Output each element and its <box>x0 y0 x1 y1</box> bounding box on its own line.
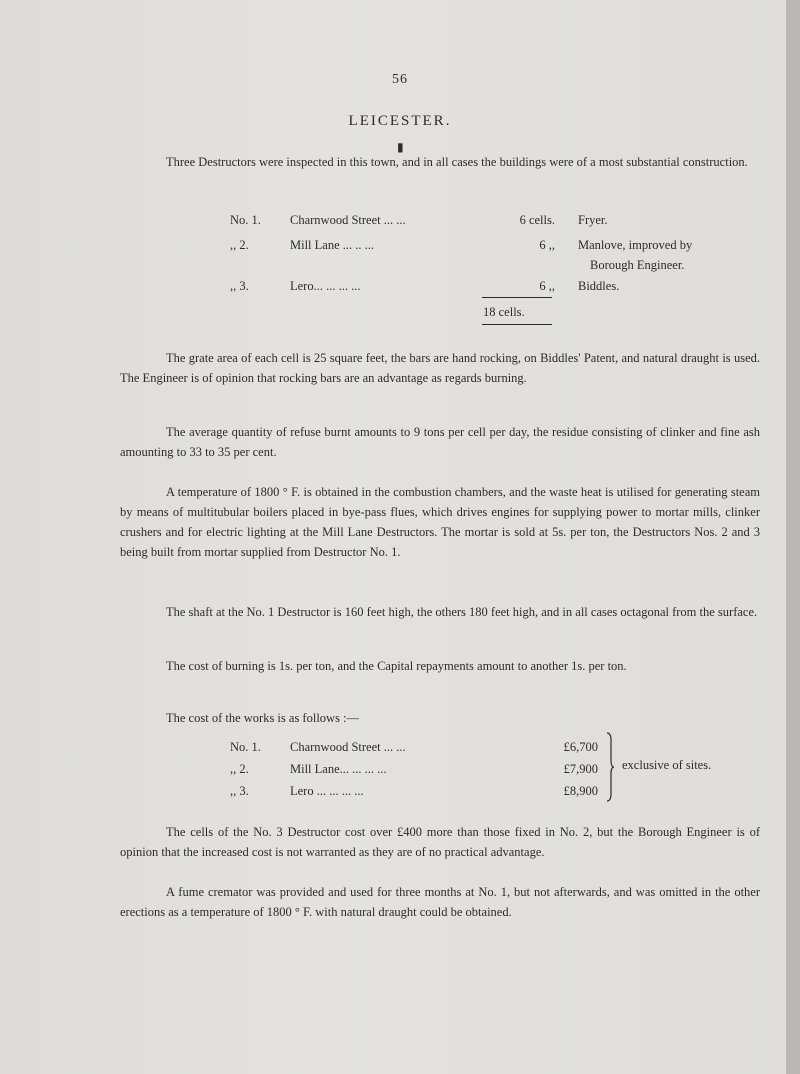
quantity-paragraph: The average quantity of refuse burnt amounts to 9 tons per cell per day, the residue consisting of clinker and fine ash amounting to 33 to 35 per cent. <box>120 425 760 459</box>
cost-no: ,, 2. <box>230 762 249 776</box>
total-rule-bottom <box>482 324 552 325</box>
cost-paragraph: The cost of burning is 1s. per ton, and the Capital repayments amount to another 1s. per ton. <box>166 659 627 673</box>
destructor-no: No. 1. <box>230 213 261 227</box>
grate-paragraph: The grate area of each cell is 25 square feet, the bars are hand rocking, on Biddles' Patent, and natural draught is used. The Engineer is of opinion that rocking bars are an advantage as regards burning. <box>120 351 760 385</box>
ornament-mark: ▮ <box>397 140 404 154</box>
destructor-name: Lero... ... ... ... <box>290 279 361 293</box>
destructor-name: Mill Lane ... .. ... <box>290 238 375 252</box>
destructor-maker-continued: Borough Engineer. <box>590 258 685 272</box>
destructor-cells: 6 ,, <box>539 279 555 293</box>
cost-no: ,, 3. <box>230 784 249 798</box>
page-edge <box>786 0 800 1074</box>
total-rule-top <box>482 297 552 298</box>
destructor-maker: Fryer. <box>578 213 608 227</box>
temperature-paragraph: A temperature of 1800 ° F. is obtained in the combustion chambers, and the waste heat is utilised for generating steam by means of multitubular boilers placed in bye-pass flues, which drives engines for supplying power to mortar mills, clinker crushers and for electric lighting at the Mill Lane Destructors. The mortar is sold at 5s. per ton, the Destructors Nos. 2 and 3 being built from mortar supplied from Destructor No. 1. <box>120 485 760 559</box>
cost-no: No. 1. <box>230 740 261 754</box>
cells-paragraph: The cells of the No. 3 Destructor cost over £400 more than those fixed in No. 2, but the Borough Engineer is of opinion that the increased cost is not warranted as they are of no practical advantage. <box>120 825 760 859</box>
costs-note: exclusive of sites. <box>622 758 712 772</box>
total-cells: 18 cells. <box>483 305 525 319</box>
destructor-maker: Manlove, improved by <box>578 238 693 252</box>
cost-amount: £6,700 <box>563 740 598 754</box>
cost-name: Mill Lane... ... ... ... <box>290 762 387 776</box>
brace-icon <box>606 732 614 802</box>
cost-name: Charnwood Street ... ... <box>290 740 406 754</box>
destructor-no: ,, 2. <box>230 238 249 252</box>
destructor-maker: Biddles. <box>578 279 620 293</box>
intro-paragraph: Three Destructors were inspected in this town, and in all cases the buildings were of a most substantial construction. <box>166 155 748 169</box>
works-paragraph: The cost of the works is as follows :— <box>166 711 360 725</box>
destructor-cells: 6 cells. <box>519 213 555 227</box>
section-heading: LEICESTER. <box>348 113 452 129</box>
destructor-cells: 6 ,, <box>539 238 555 252</box>
cost-name: Lero ... ... ... ... <box>290 784 364 798</box>
destructor-no: ,, 3. <box>230 279 249 293</box>
cost-amount: £7,900 <box>563 762 598 776</box>
fume-paragraph: A fume cremator was provided and used for three months at No. 1, but not afterwards, and was omitted in the other erections as a temperature of 1800 ° F. with natural draught could be obtained. <box>120 885 760 919</box>
cost-amount: £8,900 <box>563 784 598 798</box>
destructor-name: Charnwood Street ... ... <box>290 213 406 227</box>
shaft-paragraph: The shaft at the No. 1 Destructor is 160 feet high, the others 180 feet high, and in all cases octagonal from the surface. <box>166 605 758 619</box>
page-number: 56 <box>392 72 408 87</box>
